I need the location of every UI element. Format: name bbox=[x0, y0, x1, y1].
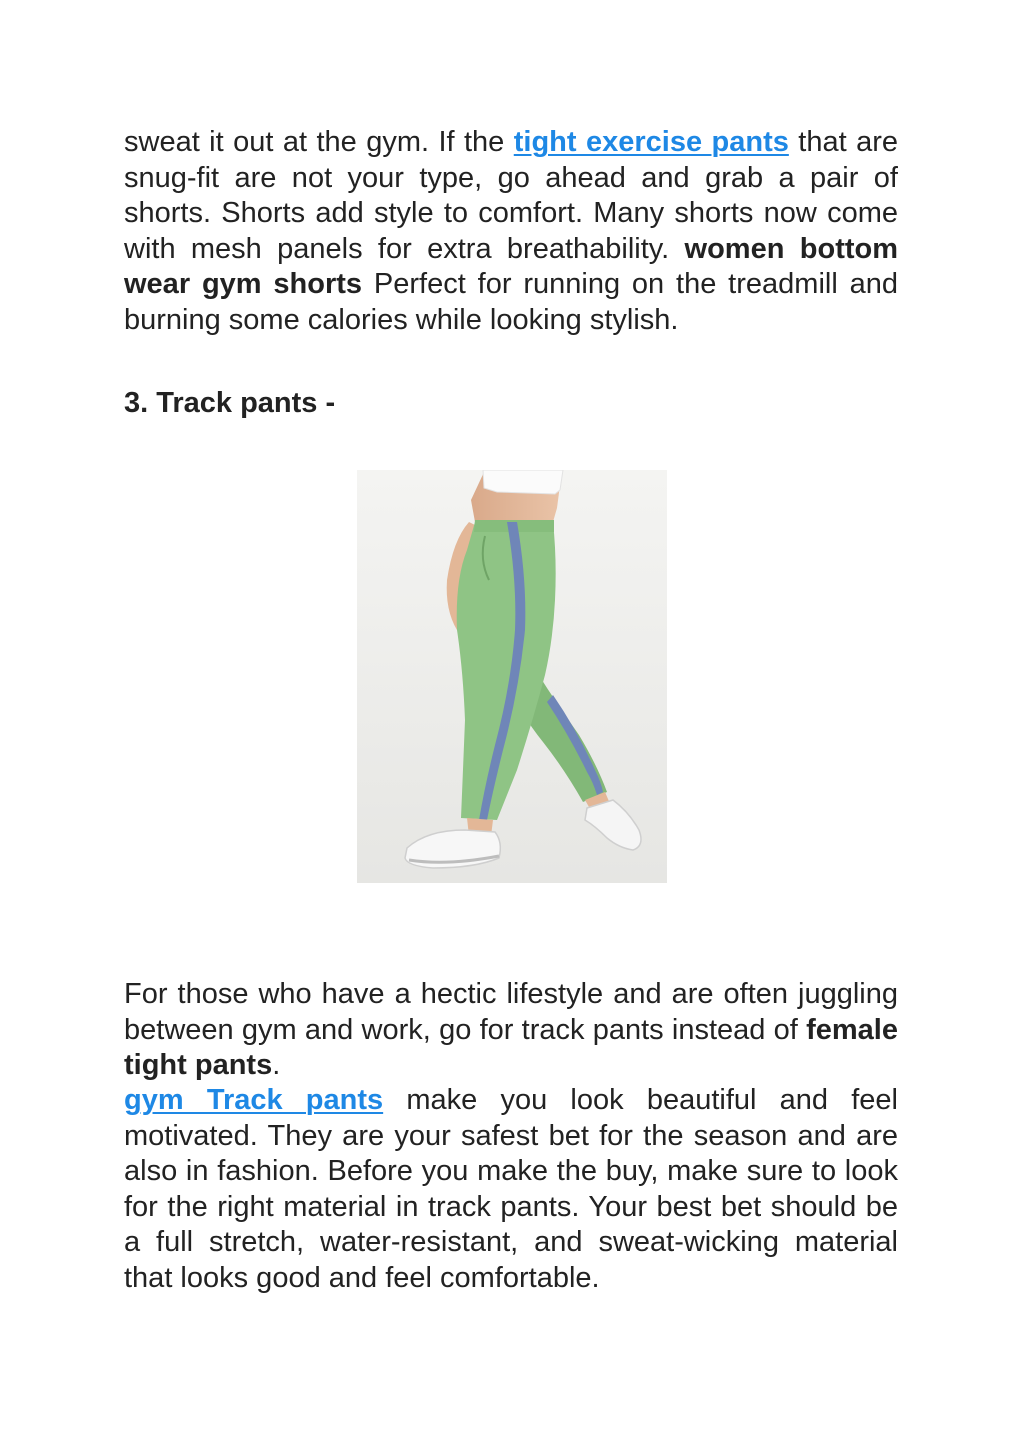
track-pants-image bbox=[357, 470, 667, 883]
gym-track-pants-link[interactable]: gym Track pants bbox=[124, 1084, 384, 1116]
white-crop-top bbox=[483, 470, 563, 494]
paragraph-gym-track-pants bbox=[124, 1083, 898, 1296]
section-heading-track-pants: 3. Track pants - bbox=[124, 387, 336, 419]
track-pants-illustration bbox=[357, 470, 667, 883]
paragraph-text: sweat it out at the gym. If the bbox=[124, 126, 505, 158]
paragraph-text: For those who have a hectic lifestyle and are often juggling between gym and work, go for track pants instead of bbox=[124, 978, 898, 1046]
paragraph-text: . bbox=[272, 1049, 281, 1081]
bold-keyword: female tight pants bbox=[124, 1013, 898, 1081]
paragraph-shorts bbox=[124, 125, 898, 338]
paragraph-text: make you look beautiful and feel motivated. They are your safest bet for the season and are also in fashion. Before you make the buy, make sure to look for the right material in track pants. Your best bet should be a full stretch, water-resistant, and sweat-wicking material that looks good and feel comfortable. bbox=[124, 1084, 898, 1294]
paragraph-hectic-lifestyle bbox=[124, 977, 898, 1084]
tight-exercise-pants-link[interactable]: tight exercise pants bbox=[513, 126, 789, 158]
paragraph-text: that are snug-fit are not your type, go ahead and grab a pair of shorts. Shorts add style to comfort. Many shorts now come with mesh panels for extra breathability. bbox=[124, 126, 899, 265]
paragraph-text: Perfect for running on the treadmill and burning some calories while looking stylish. bbox=[124, 268, 899, 336]
bold-keyword: women bottom wear gym shorts bbox=[124, 232, 899, 300]
